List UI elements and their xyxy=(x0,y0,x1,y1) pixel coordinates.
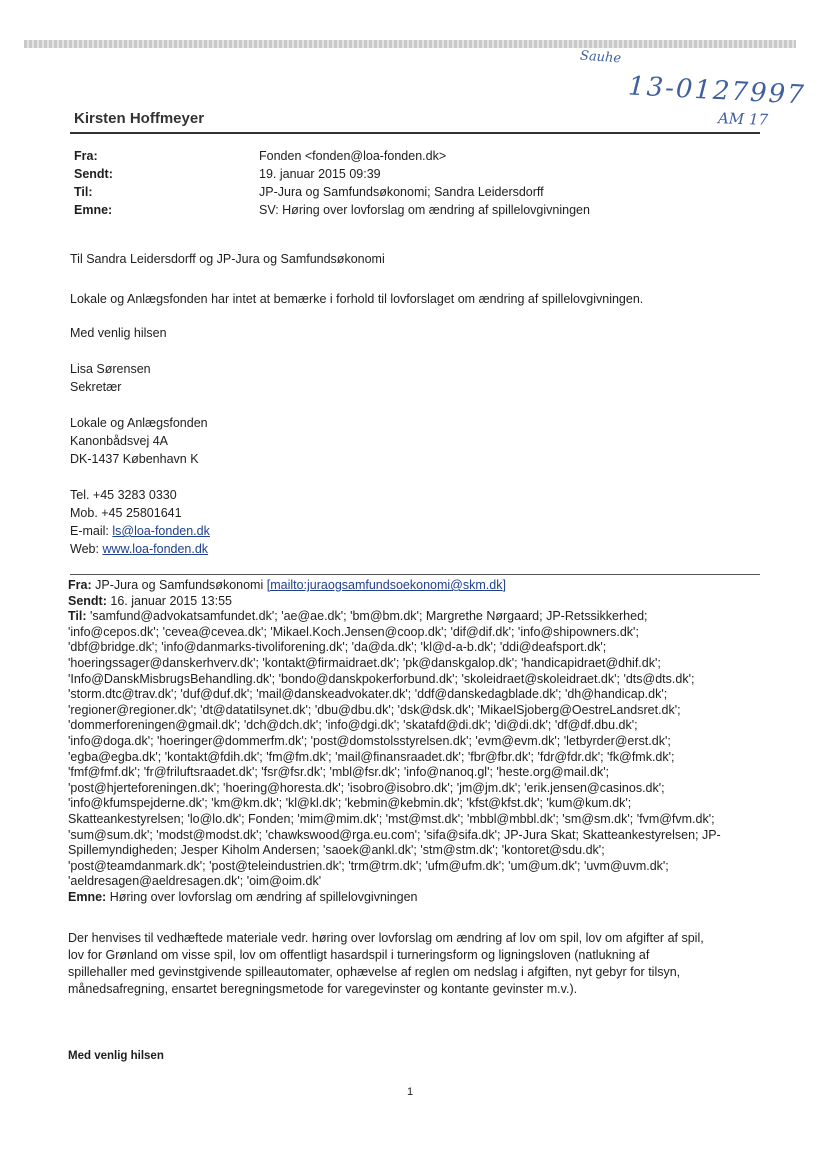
recipient-line: 'aeldresagen@aeldresagen.dk'; 'oim@oim.dk' xyxy=(68,874,322,889)
message-body: Lokale og Anlægsfonden har intet at bemærke i forhold til lovforslaget om ændring af spillelovgivningen. xyxy=(70,292,644,306)
recipient-line: 'regioner@regioner.dk'; 'dt@datatilsynet.dk'; 'dbu@dbu.dk'; 'dsk@dsk.dk'; 'MikaelSjoberg@OestreLandsret.dk'; xyxy=(68,702,681,717)
forwarded-closing: Med venlig hilsen xyxy=(68,1050,164,1062)
handwritten-note: Sauhe xyxy=(579,48,622,67)
subject-label: Emne: xyxy=(74,203,113,217)
recipient-line: 'post@teamdanmark.dk'; 'post@teleindustrien.dk'; 'trm@trm.dk'; 'ufm@ufm.dk'; 'um@um.dk'; 'uvm@uvm.dk'; xyxy=(68,858,669,873)
handwritten-case-number: 13-0127997 xyxy=(627,71,807,111)
recipient-line: 'info@doga.dk'; 'hoeringer@dommerfm.dk'; 'post@domstolsstyrelsen.dk'; 'evm@evm.dk'; 'letbyrder@erst.dk'; xyxy=(68,733,671,748)
recipient-line: 'storm.dtc@trav.dk'; 'duf@duf.dk'; 'mail@danskeadvokater.dk'; 'ddf@danskedagblade.dk'; 'dh@handicap.dk'; xyxy=(68,687,668,702)
recipient-line: Spillemyndigheden; Jesper Kiholm Andersen; 'saoek@ankl.dk'; 'stm@stm.dk'; 'kontoret@sdu.dk'; xyxy=(68,843,605,858)
phone: Tel. +45 3283 0330 xyxy=(70,488,177,502)
scan-artifact-bar xyxy=(24,40,796,48)
body-line: Der henvises til vedhæftede materiale vedr. høring over lovforslag om ændring af lov om spil, lov om afgifter af spil, xyxy=(68,931,704,945)
mailbox-owner-name: Kirsten Hoffmeyer xyxy=(74,110,205,127)
mobile: Mob. +45 25801641 xyxy=(70,506,182,520)
web-link[interactable]: www.loa-fonden.dk xyxy=(102,542,209,556)
recipient-line: 'info@cepos.dk'; 'cevea@cevea.dk'; 'Mikael.Koch.Jensen@coop.dk'; 'dif@dif.dk'; 'info@shipowners.dk'; xyxy=(68,624,639,639)
header-from-row xyxy=(74,147,590,165)
header-to-row xyxy=(74,183,590,201)
fwd-from-row xyxy=(68,578,758,594)
email-link[interactable]: ls@loa-fonden.dk xyxy=(112,524,210,538)
to-label: Til: xyxy=(74,185,93,199)
recipient-text: 'samfund@advokatsamfundet.dk'; 'ae@ae.dk'; 'bm@bm.dk'; Margrethe Nørgaard; JP-Retssikkerhed; xyxy=(90,609,648,624)
fwd-sent-row xyxy=(68,594,758,610)
message-closing: Med venlig hilsen xyxy=(70,326,167,340)
forwarded-message-header xyxy=(68,578,758,905)
web-row xyxy=(70,540,210,558)
fwd-subject-row xyxy=(68,890,758,906)
fwd-sent-value: 16. januar 2015 13:55 xyxy=(110,593,233,608)
org-name: Lokale og Anlægsfonden xyxy=(70,416,208,430)
contact-block xyxy=(70,486,210,558)
recipient-line: Skatteankestyrelsen; 'lo@lo.dk'; Fonden; 'mim@mim.dk'; 'mst@mst.dk'; 'mbbl@mbbl.dk'; 'sm@sm.dk'; 'fvm@fvm.dk'; xyxy=(68,811,715,826)
signature-block xyxy=(70,360,151,396)
forward-divider xyxy=(70,574,760,575)
recipient-line: 'dbf@bridge.dk'; 'info@danmarks-tivoliforening.dk'; 'da@da.dk'; 'kl@d-a-b.dk'; 'ddi@deafsport.dk'; xyxy=(68,640,607,655)
header-sent-row xyxy=(74,165,590,183)
recipient-line: 'fmf@fmf.dk'; 'fr@friluftsraadet.dk'; 'fsr@fsr.dk'; 'mbl@fsr.dk'; 'info@nanoq.gl'; 'heste.org@mail.dk'; xyxy=(68,765,610,780)
page-number: 1 xyxy=(407,1086,414,1098)
address-block xyxy=(70,414,208,468)
header-subject-row xyxy=(74,201,590,219)
from-value: Fonden <fonden@loa-fonden.dk> xyxy=(259,149,447,163)
sent-value: 19. januar 2015 09:39 xyxy=(259,167,381,181)
to-value: JP-Jura og Samfundsøkonomi; Sandra Leidersdorff xyxy=(259,185,544,199)
recipient-line: 'hoeringssager@danskerhverv.dk'; 'kontakt@firmaidraet.dk'; 'pk@danskgalop.dk'; 'handicapidraet@dhif.dk'; xyxy=(68,655,661,670)
fwd-recipients xyxy=(68,609,758,890)
header-divider xyxy=(70,132,760,134)
handwritten-sub-note: AM 17 xyxy=(717,109,769,129)
fwd-to-label: Til: xyxy=(68,609,87,624)
subject-value: SV: Høring over lovforslag om ændring af spillelovgivningen xyxy=(259,203,590,217)
recipient-line: 'info@kfumspejderne.dk'; 'km@km.dk'; 'kl@kl.dk'; 'kebmin@kebmin.dk'; 'kfst@kfst.dk'; 'kum@kum.dk'; xyxy=(68,796,632,811)
recipient-line: 'sum@sum.dk'; 'modst@modst.dk'; 'chawkswood@rga.eu.com'; 'sifa@sifa.dk'; JP-Jura Skat; Skatteankestyrelsen; JP- xyxy=(68,827,721,842)
fwd-subject-label: Emne: xyxy=(68,889,107,904)
from-label: Fra: xyxy=(74,149,98,163)
web-label: Web: xyxy=(70,542,99,556)
body-line: månedsafregning, ensartet beregningsmetode for varegevinster og kontante gevinster m.v.). xyxy=(68,982,578,996)
message-greeting: Til Sandra Leidersdorff og JP-Jura og Samfundsøkonomi xyxy=(70,252,385,266)
address-line-1: Kanonbådsvej 4A xyxy=(70,434,168,448)
body-line: spillehaller med gevinstgivende spilleautomater, ophævelse af reglen om nedslag i afgiften, nyt gebyr for tilsyn, xyxy=(68,965,681,979)
forwarded-body xyxy=(68,930,788,998)
fwd-subject-value: Høring over lovforslag om ændring af spillelovgivningen xyxy=(109,889,418,904)
recipient-line: 'post@hjerteforeningen.dk'; 'hoering@horesta.dk'; 'isobro@isobro.dk'; 'jm@jm.dk'; 'erik.jensen@casinos.dk'; xyxy=(68,780,665,795)
sent-label: Sendt: xyxy=(74,167,113,181)
signer-title: Sekretær xyxy=(70,380,122,394)
recipient-line: 'dommerforeningen@gmail.dk'; 'dch@dch.dk'; 'info@dgi.dk'; 'skatafd@di.dk'; 'di@di.dk'; 'df@df.dbu.dk'; xyxy=(68,718,638,733)
fwd-from-label: Fra: xyxy=(68,578,92,592)
fwd-mailto-link[interactable]: [mailto:juraogsamfundsoekonomi@skm.dk] xyxy=(266,578,506,592)
email-row xyxy=(70,522,210,540)
email-label: E-mail: xyxy=(70,524,109,538)
signer-name: Lisa Sørensen xyxy=(70,362,151,376)
fwd-from-value: JP-Jura og Samfundsøkonomi xyxy=(95,578,264,592)
email-header xyxy=(74,147,590,219)
address-line-2: DK-1437 København K xyxy=(70,452,199,466)
body-line: lov for Grønland om visse spil, lov om offentligt hasardspil i turneringsform og ligningsloven (natlukning af xyxy=(68,948,650,962)
fwd-sent-label: Sendt: xyxy=(68,593,107,608)
recipient-line: 'Info@DanskMisbrugsBehandling.dk'; 'bondo@danskpokerforbund.dk'; 'skoleidraet@skoleidraet.dk'; 'dts@dts.dk'; xyxy=(68,671,695,686)
recipient-line xyxy=(68,609,758,625)
recipient-line: 'egba@egba.dk'; 'kontakt@fdih.dk'; 'fm@fm.dk'; 'mail@finansraadet.dk'; 'fbr@fbr.dk'; 'fdr@fdr.dk'; 'fk@fmk.dk'; xyxy=(68,749,675,764)
